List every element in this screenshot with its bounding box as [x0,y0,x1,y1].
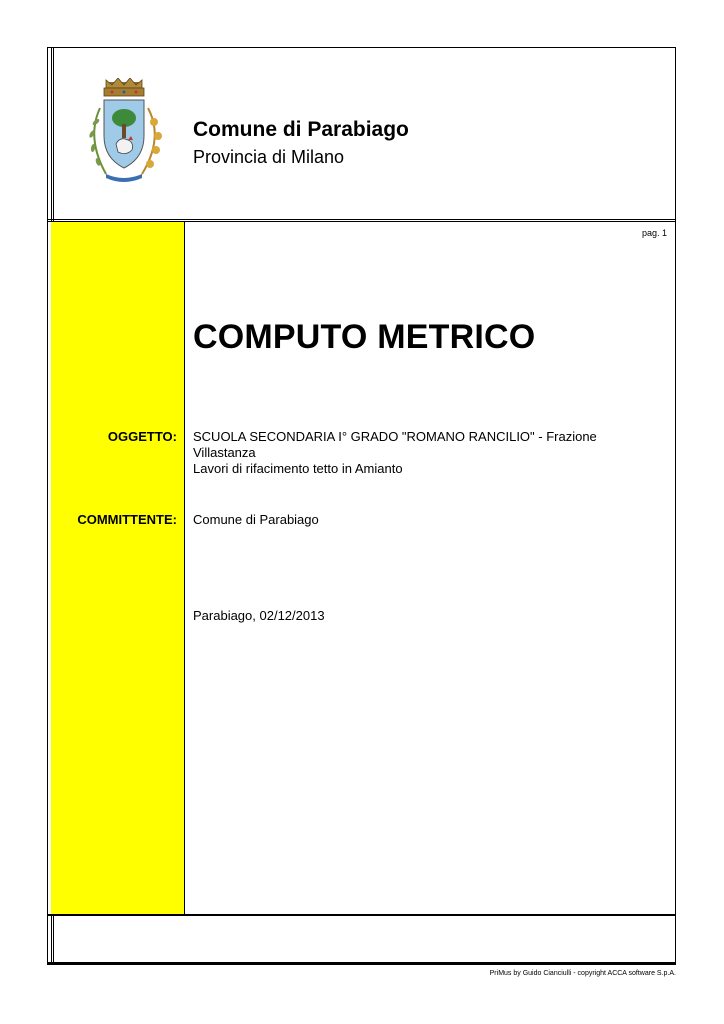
software-credit: PriMus by Guido Cianciulli - copyright ACCA software S.p.A. [489,970,676,977]
label-column [51,222,185,914]
oggetto-value [193,429,663,477]
footer-separator [47,914,676,916]
province-name: Provincia di Milano [193,147,345,167]
oggetto-line-2: Villastanza [193,445,256,460]
place-date: Parabiago, 02/12/2013 [193,608,325,623]
document-title: COMPUTO METRICO [193,318,536,356]
page-number: pag. 1 [641,228,667,238]
coat-of-arms-icon [76,78,172,188]
oggetto-label: OGGETTO: [107,429,177,444]
municipality-name: Comune di Parabiago [193,118,409,141]
bottom-rule [47,962,676,965]
committente-value: Comune di Parabiago [193,512,319,527]
oggetto-line-1: SCUOLA SECONDARIA I° GRADO "ROMANO RANCILIO" - Frazione [193,429,597,444]
committente-label: COMMITTENTE: [77,512,177,527]
oggetto-line-3: Lavori di rifacimento tetto in Amianto [193,461,403,476]
